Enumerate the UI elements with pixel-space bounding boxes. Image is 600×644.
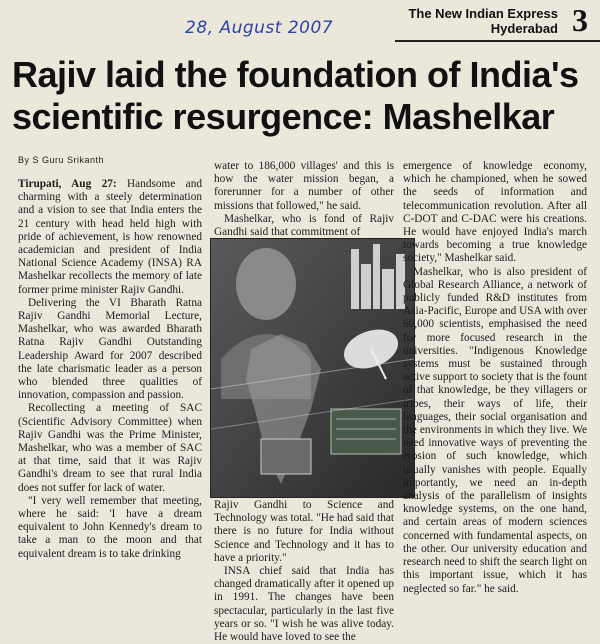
newspaper-name: The New Indian Express — [408, 6, 558, 21]
edition-city: Hyderabad — [490, 21, 558, 36]
headline: Rajiv laid the foundation of India's scientific resurgence: Mashelkar — [12, 54, 579, 137]
paragraph: "I very well remember that meeting, where he said: 'I have a dream equivalent to John Kennedy's dream to take a man to the moon and that equivalent dream is to take drinking — [18, 494, 202, 560]
paragraph: Recollecting a meeting of SAC (Scientific Advisory Committee) when Rajiv Gandhi was the Prime Minister, Mashelkar, who was a member of SAC at that time, said that it was Rajiv Gandhi's dream to see that rural India does not suffer for lack of water. — [18, 402, 202, 494]
masthead-rule — [395, 40, 600, 42]
paragraph: Mashelkar, who is also president of Global Research Alliance, a network of publicly funded R&D institutes from Asia-Pacific, Europe and USA with over 60,000 scientists, emphasised the need for more focused research in the universities. "Indigenous Knowledge systems must be sustained through active support to society that is the fount of that knowledge, be they villagers or tribes, their ways of life, their languages, their social organisation and the environments in which they live. We need innovative ways of preventing the erosion of such knowledge, which usually vanishes with people. Equally importantly, we need an in-depth analysis of the parallelism of insights knowledge systems, on the one hand, and certain areas of modern sciences concerned with fundamental aspects, on the other. Our university education and research need to shift the search light on this important issue, which it has neglected so far." he said. — [403, 265, 587, 595]
article-column-2-bottom — [214, 499, 394, 644]
article-column-1 — [18, 178, 202, 561]
article-column-2-top — [214, 160, 394, 239]
paragraph: Delivering the VI Bharath Ratna Rajiv Gandhi Memorial Lecture, Mashelkar, who was awarded Bharath Ratna Rajiv Gandhi Outstanding Leadership Award for 2007 described the late charismatic leader as a person who blended three qualities of innovation, compassion and passion. — [18, 296, 202, 402]
paragraph: water to 186,000 villages' and this is how the water mission began, a forerunner for a number of other missions that followed," he said. — [214, 160, 394, 212]
lead-paragraph — [18, 178, 202, 297]
dateline: Tirupati, Aug 27: — [18, 178, 117, 190]
paragraph: Mashelkar, who is fond of Rajiv Gandhi said that commitment of — [214, 212, 394, 239]
handwritten-date: 28, August 2007 — [185, 18, 334, 38]
paragraph: INSA chief said that India has changed dramatically after it opened up in 1991. The changes have been spectacular, particularly in the last five years or so. "I wish he was alive today. He would have loved to see the — [214, 565, 394, 644]
lead-paragraph-text: Handsome and charming with a steely determination and a vision to see that India enters the 21 century with head held high with pride of achievement, is how renowned academician and president of India National Science Academy (INSA) RA Mashelkar recollects the memory of late former prime minister Rajiv Gandhi. — [18, 178, 202, 296]
article-photo — [210, 238, 415, 498]
byline: By S Guru Srikanth — [18, 155, 105, 165]
paragraph: emergence of knowledge economy, which he championed, when he sowed the seeds of information and telecommunication revolution. After all C-DOT and C-DAC were his creations. He would have enjoyed India's march towards becoming a true knowledge society," Mashelkar said. — [403, 160, 587, 265]
paragraph: Rajiv Gandhi to Science and Technology was total. "He had said that there is no future for India without Science and Technology and it has to have a priority." — [214, 499, 394, 564]
page-number: 3 — [572, 2, 588, 38]
article-column-3 — [403, 160, 587, 596]
photo-collage-image — [211, 239, 414, 497]
masthead — [408, 6, 558, 36]
